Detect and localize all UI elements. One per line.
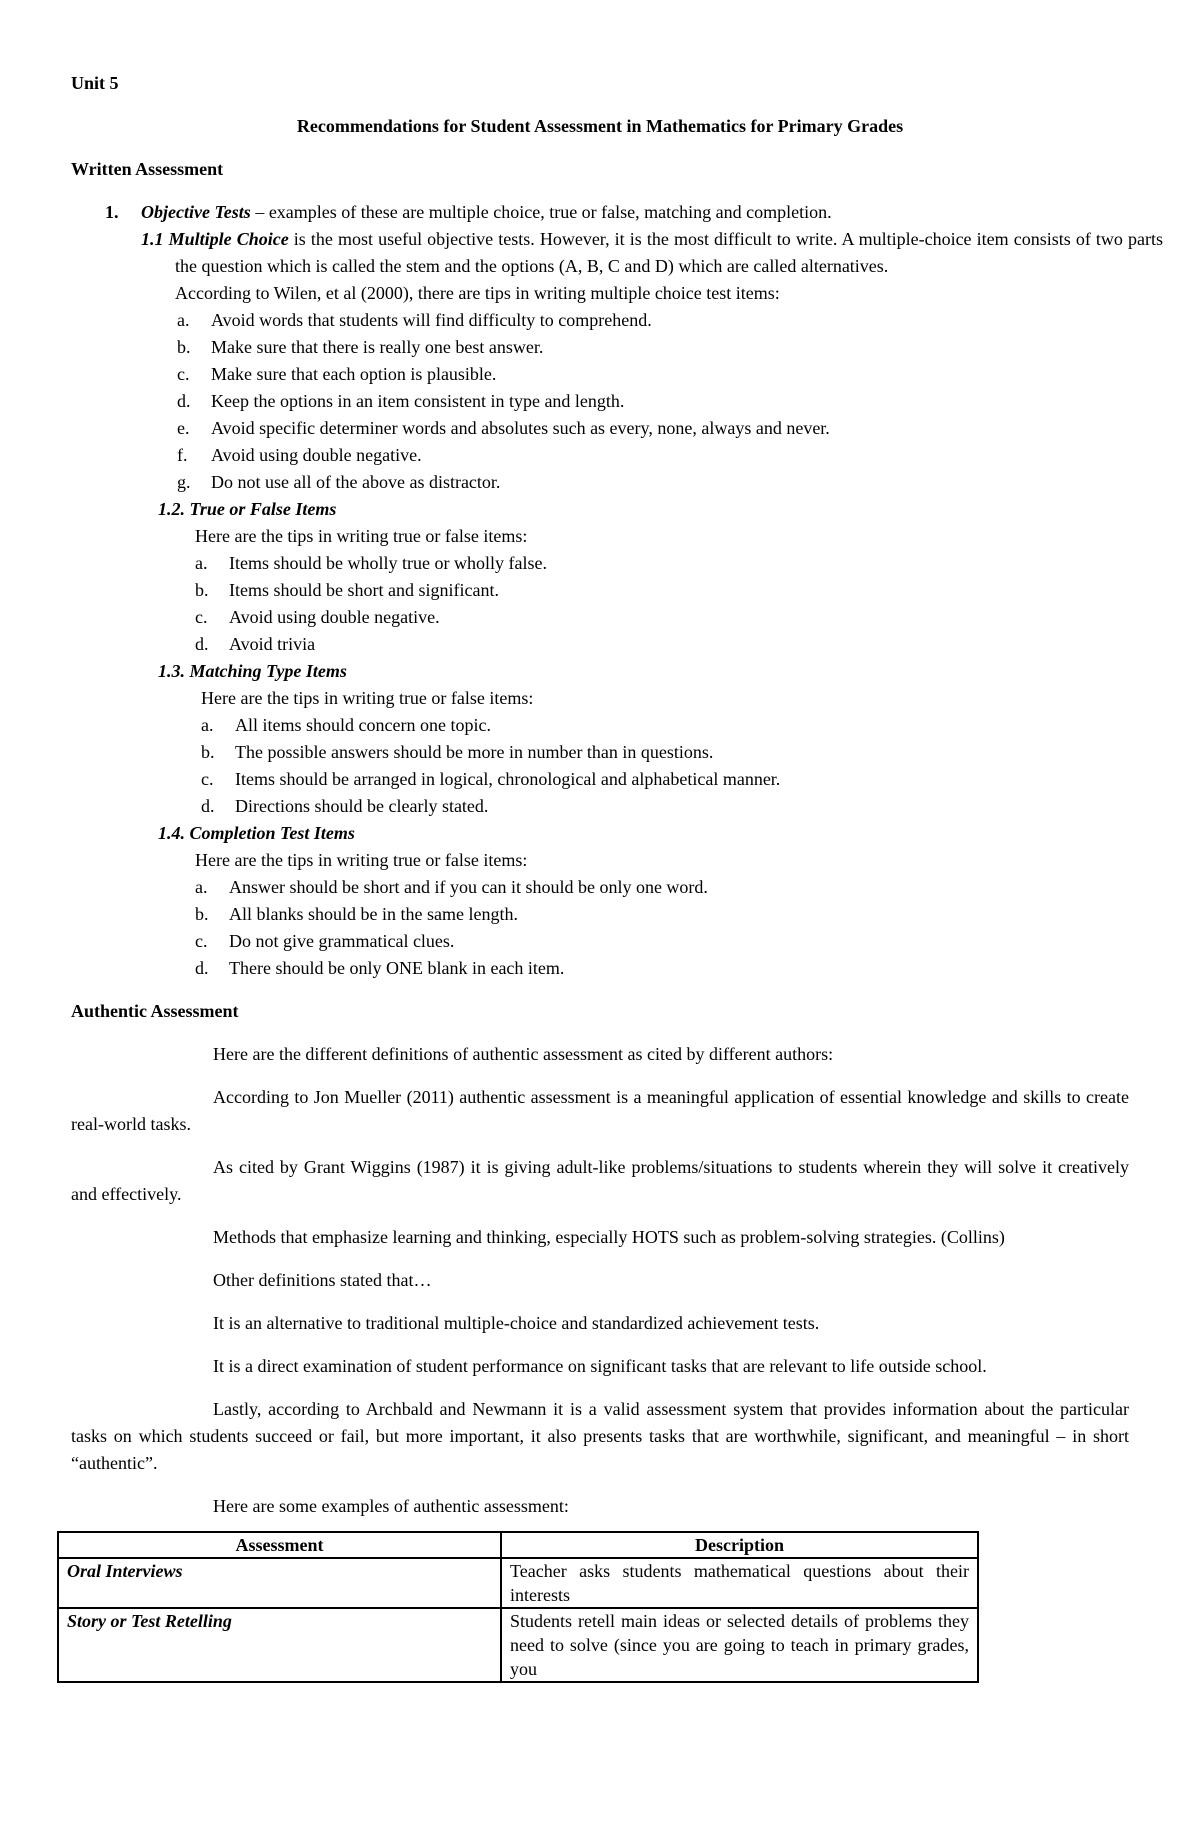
list-item <box>71 631 1129 658</box>
document-page <box>71 70 1163 1520</box>
authentic-assessment-heading: Authentic Assessment <box>71 1001 239 1021</box>
true-false-tips <box>71 550 1129 658</box>
list-item-text: All blanks should be in the same length. <box>229 904 518 924</box>
list-marker: c. <box>195 931 208 951</box>
authentic-paragraph: Here are some examples of authentic assessment: <box>213 1496 569 1516</box>
table-header-description: Description <box>501 1532 978 1558</box>
list-marker: c. <box>201 769 214 789</box>
list-marker: b. <box>195 904 209 924</box>
list-marker: g. <box>177 472 191 492</box>
table-cell-assessment: Oral Interviews <box>58 1558 501 1608</box>
completion-test-intro: Here are the tips in writing true or false items: <box>195 850 528 870</box>
table-row <box>58 1558 978 1608</box>
list-item-text: There should be only ONE blank in each item. <box>229 958 565 978</box>
list-item <box>71 712 1129 739</box>
authentic-assessment-paragraphs <box>71 1041 1129 1520</box>
list-item <box>71 361 1129 388</box>
list-item-text: Items should be wholly true or wholly false. <box>229 553 547 573</box>
authentic-paragraph: As cited by Grant Wiggins (1987) it is giving adult-like problems/situations to students wherein they will solve it creatively and effectively. <box>71 1157 1129 1204</box>
true-false-intro: Here are the tips in writing true or false items: <box>195 526 528 546</box>
objective-tests-text: – examples of these are multiple choice, true or false, matching and completion. <box>250 202 832 222</box>
objective-tests-line <box>71 199 1129 226</box>
list-item <box>71 901 1129 928</box>
list-item-text: Make sure that each option is plausible. <box>211 364 497 384</box>
authentic-paragraph: Methods that emphasize learning and thinking, especially HOTS such as problem-solving strategies. (Collins) <box>213 1227 1005 1247</box>
authentic-paragraph: Lastly, according to Archbald and Newmann it is a valid assessment system that provides information about the particular tasks on which students succeed or fail, but more important, it also presents tasks that are worthwhile, significant, and meaningful – in short “authentic”. <box>71 1399 1129 1473</box>
list-item <box>71 415 1129 442</box>
list-item-text: Avoid words that students will find difficulty to comprehend. <box>211 310 652 330</box>
list-item <box>71 793 1129 820</box>
list-item-text: Answer should be short and if you can it should be only one word. <box>229 877 708 897</box>
completion-test-tips <box>71 874 1129 982</box>
list-item-text: Avoid specific determiner words and absolutes such as every, none, always and never. <box>211 418 830 438</box>
list-item-text: Do not give grammatical clues. <box>229 931 455 951</box>
list-marker: a. <box>195 877 208 897</box>
list-item <box>71 739 1129 766</box>
matching-type-intro: Here are the tips in writing true or false items: <box>201 688 534 708</box>
table-cell-assessment: Story or Test Retelling <box>58 1608 501 1682</box>
list-marker: d. <box>177 391 191 411</box>
list-item-text: The possible answers should be more in number than in questions. <box>235 742 714 762</box>
authentic-paragraph: According to Jon Mueller (2011) authentic assessment is a meaningful application of essential knowledge and skills to create real-world tasks. <box>71 1087 1129 1134</box>
list-item <box>71 955 1129 982</box>
list-marker: c. <box>195 607 208 627</box>
list-item-text: Items should be short and significant. <box>229 580 499 600</box>
list-marker: a. <box>177 310 190 330</box>
list-item-text: All items should concern one topic. <box>235 715 491 735</box>
list-item-text: Avoid using double negative. <box>229 607 440 627</box>
multiple-choice-tips <box>71 307 1129 496</box>
list-item <box>71 307 1129 334</box>
list-item <box>71 604 1129 631</box>
list-marker: a. <box>201 715 214 735</box>
list-item <box>71 766 1129 793</box>
authentic-paragraph: Other definitions stated that… <box>213 1270 432 1290</box>
unit-label: Unit 5 <box>71 73 119 93</box>
authentic-paragraph: It is a direct examination of student performance on significant tasks that are relevant to life outside school. <box>213 1356 987 1376</box>
table-row <box>58 1608 978 1682</box>
list-item-text: Make sure that there is really one best answer. <box>211 337 544 357</box>
list-marker: f. <box>177 445 188 465</box>
list-marker: b. <box>177 337 191 357</box>
list-number: 1. <box>105 202 119 222</box>
written-assessment-heading: Written Assessment <box>71 159 224 179</box>
list-marker: d. <box>195 958 209 978</box>
list-item <box>71 550 1129 577</box>
multiple-choice-paragraph <box>141 226 1163 280</box>
document-title: Recommendations for Student Assessment in Mathematics for Primary Grades <box>296 116 904 136</box>
list-marker: c. <box>177 364 190 384</box>
list-marker: d. <box>201 796 215 816</box>
list-marker: e. <box>177 418 190 438</box>
list-item-text: Directions should be clearly stated. <box>235 796 489 816</box>
authentic-paragraph: Here are the different definitions of authentic assessment as cited by different authors: <box>213 1044 834 1064</box>
list-item <box>71 442 1129 469</box>
list-marker: d. <box>195 634 209 654</box>
list-item-text: Items should be arranged in logical, chronological and alphabetical manner. <box>235 769 781 789</box>
table-cell-description: Students retell main ideas or selected details of problems they need to solve (since you are going to teach in primary grades, you <box>501 1608 978 1682</box>
table-header-row <box>58 1532 978 1558</box>
list-marker: a. <box>195 553 208 573</box>
multiple-choice-intro: According to Wilen, et al (2000), there are tips in writing multiple choice test items: <box>175 283 780 303</box>
authentic-paragraph: It is an alternative to traditional multiple-choice and standardized achievement tests. <box>213 1313 820 1333</box>
list-item-text: Avoid trivia <box>229 634 316 654</box>
matching-type-heading: 1.3. Matching Type Items <box>158 661 347 681</box>
list-item-text: Do not use all of the above as distractor. <box>211 472 501 492</box>
matching-type-tips <box>71 712 1129 820</box>
list-item-text: Keep the options in an item consistent in type and length. <box>211 391 625 411</box>
true-false-heading: 1.2. True or False Items <box>158 499 337 519</box>
list-item <box>71 928 1129 955</box>
list-item-text: Avoid using double negative. <box>211 445 422 465</box>
multiple-choice-label: 1.1 Multiple Choice <box>141 229 289 249</box>
list-marker: b. <box>201 742 215 762</box>
objective-tests-section <box>71 199 1163 982</box>
table-header-assessment: Assessment <box>58 1532 501 1558</box>
list-item <box>71 577 1129 604</box>
objective-tests-label: Objective Tests <box>141 202 251 222</box>
list-item <box>71 334 1129 361</box>
list-item <box>71 874 1129 901</box>
list-item <box>71 469 1129 496</box>
authentic-assessment-table <box>57 1531 979 1683</box>
multiple-choice-text: is the most useful objective tests. However, it is the most difficult to write. A multiple-choice item consists of two parts the question which is called the stem and the options (A, B, C and D) which are called alternatives. <box>175 229 1163 276</box>
list-marker: b. <box>195 580 209 600</box>
completion-test-heading: 1.4. Completion Test Items <box>158 823 355 843</box>
table-cell-description: Teacher asks students mathematical questions about their interests <box>501 1558 978 1608</box>
list-item <box>71 388 1129 415</box>
